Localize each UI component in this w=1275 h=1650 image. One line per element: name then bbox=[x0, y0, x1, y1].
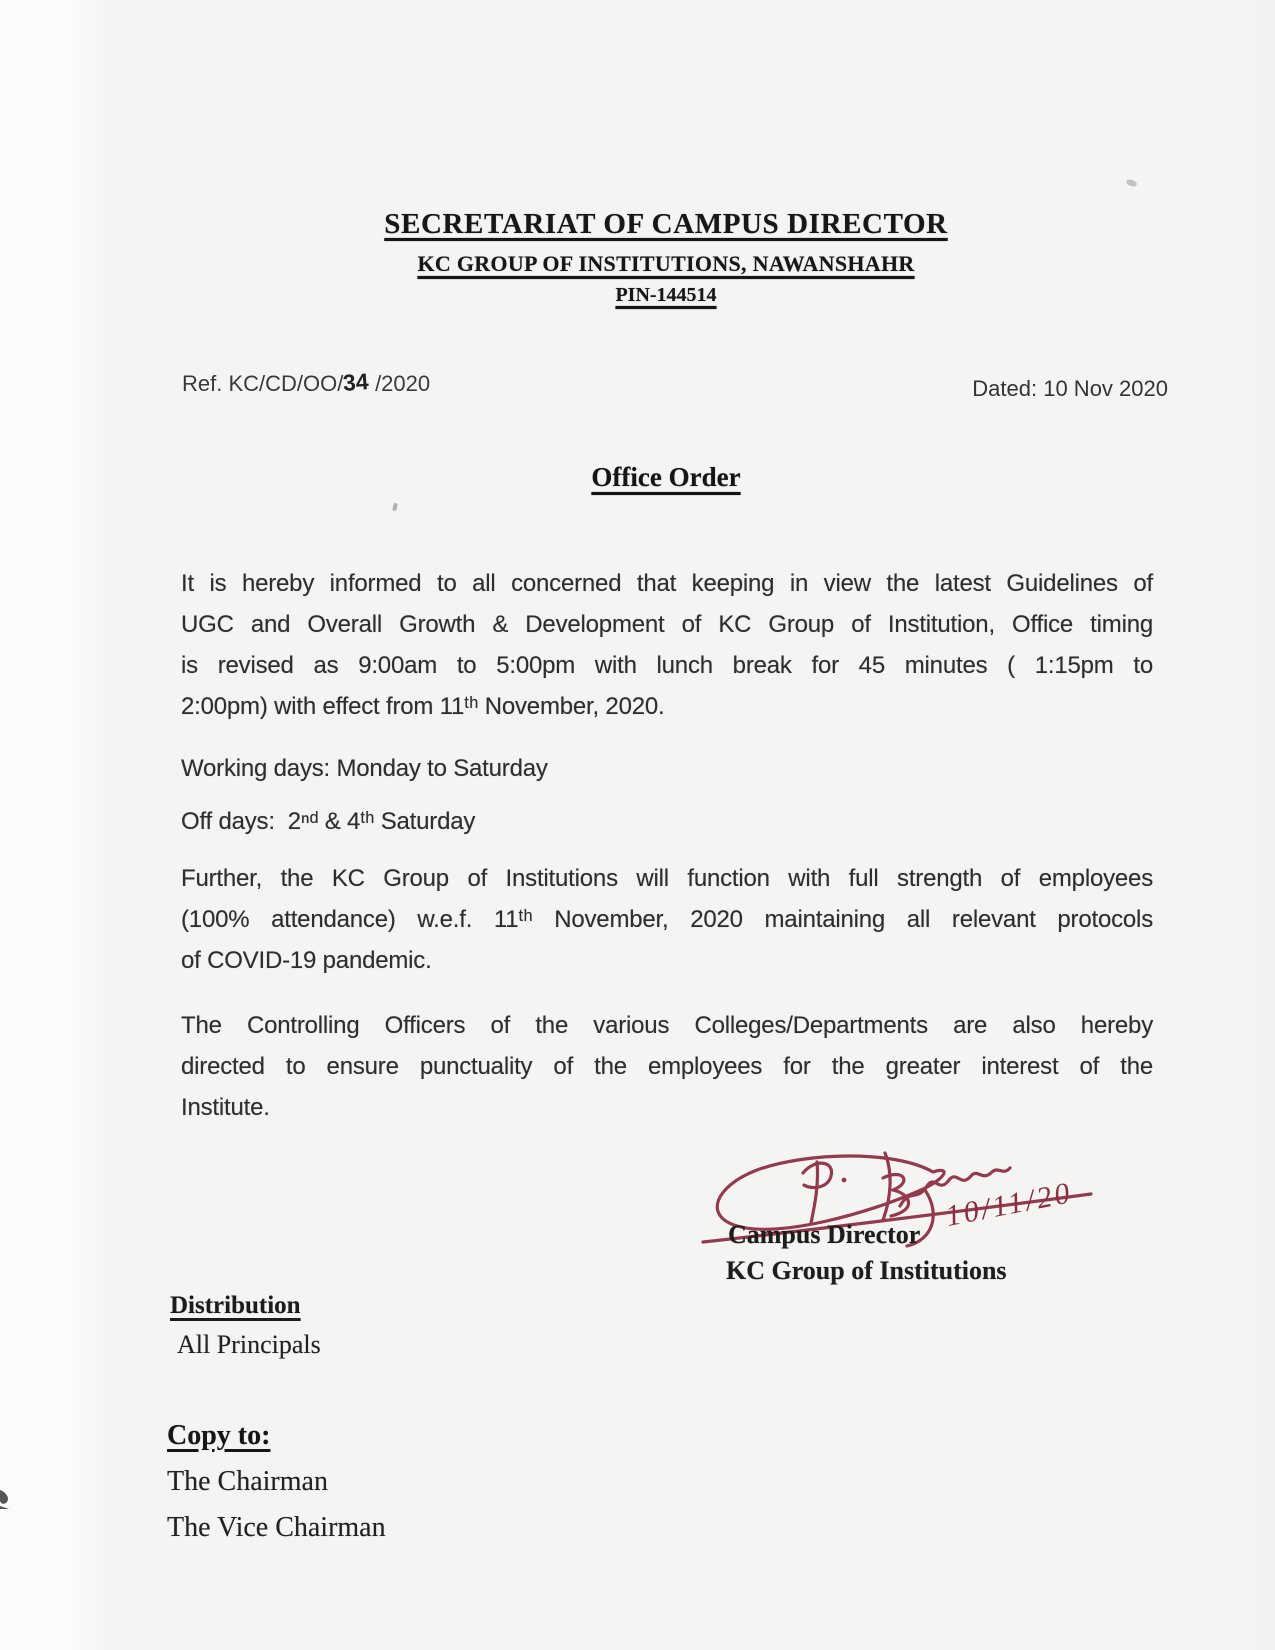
text-line: (100% attendance) w.e.f. 11ᵗʰ November, 2020 maintaining all relevant protocols bbox=[181, 906, 1153, 933]
paragraph-full-strength bbox=[181, 858, 1153, 981]
text-line: of COVID-19 pandemic. bbox=[181, 947, 432, 974]
scan-artifact bbox=[1125, 178, 1137, 187]
distribution-heading-text: Distribution bbox=[170, 1292, 301, 1319]
dated-line: Dated: 10 Nov 2020 bbox=[972, 376, 1168, 401]
signatory-designation: Campus Director bbox=[728, 1220, 921, 1249]
text-line: UGC and Overall Growth & Development of KC Group of Institution, Office timing bbox=[181, 611, 1153, 638]
ref-prefix: Ref. KC/CD/OO/ bbox=[182, 371, 344, 396]
text-line: The Controlling Officers of the various Colleges/Departments are also hereby bbox=[181, 1012, 1153, 1039]
text-line: Institute. bbox=[181, 1094, 270, 1121]
text-line: Further, the KC Group of Institutions will function with full strength of employees bbox=[181, 865, 1153, 892]
off-days-line: Off days: 2ⁿᵈ & 4ᵗʰ Saturday bbox=[181, 808, 476, 835]
paragraph-office-timing bbox=[181, 563, 1153, 727]
working-days-line: Working days: Monday to Saturday bbox=[181, 755, 548, 782]
copy-to-heading bbox=[167, 1420, 270, 1452]
text-line: 2:00pm) with effect from 11ᵗʰ November, 2020. bbox=[181, 693, 665, 720]
signature-stroke bbox=[811, 1162, 818, 1223]
letterhead-institution bbox=[180, 251, 1152, 277]
document-title-text: Office Order bbox=[591, 462, 741, 492]
document-title bbox=[180, 462, 1152, 493]
reference-row bbox=[182, 368, 1168, 401]
copy-to-item: The Chairman bbox=[167, 1466, 328, 1497]
scan-artifact bbox=[0, 1484, 20, 1510]
letterhead-pin-text: PIN-144514 bbox=[615, 284, 717, 306]
distribution-heading bbox=[170, 1292, 301, 1320]
letterhead-secretariat-text: SECRETARIAT OF CAMPUS DIRECTOR bbox=[384, 208, 948, 240]
letterhead-secretariat bbox=[180, 208, 1152, 241]
text-line: is revised as 9:00am to 5:00pm with lunch break for 45 minutes ( 1:15pm to bbox=[181, 652, 1153, 679]
copy-to-item: The Vice Chairman bbox=[167, 1512, 386, 1543]
signature-dot bbox=[842, 1178, 847, 1183]
signature-handwritten-date: 10/11/20 bbox=[942, 1176, 1076, 1233]
letterhead-institution-text: KC GROUP OF INSTITUTIONS, NAWANSHAHR bbox=[417, 251, 915, 276]
copy-to-heading-text: Copy to: bbox=[167, 1420, 271, 1451]
scan-artifact bbox=[392, 503, 398, 512]
ref-number-handwritten: 34 bbox=[342, 368, 370, 396]
signature-stroke bbox=[883, 1153, 890, 1220]
ref-suffix: /2020 bbox=[368, 371, 431, 396]
text-line: directed to ensure punctuality of the employees for the greater interest of the bbox=[181, 1053, 1153, 1080]
signatory-organization: KC Group of Institutions bbox=[726, 1256, 1007, 1285]
distribution-item: All Principals bbox=[177, 1330, 321, 1359]
letterhead-pin-code bbox=[180, 284, 1152, 307]
text-line: It is hereby informed to all concerned that keeping in view the latest Guidelines of bbox=[181, 570, 1153, 597]
paragraph-controlling-officers bbox=[181, 1005, 1153, 1128]
ref-line bbox=[182, 368, 431, 396]
